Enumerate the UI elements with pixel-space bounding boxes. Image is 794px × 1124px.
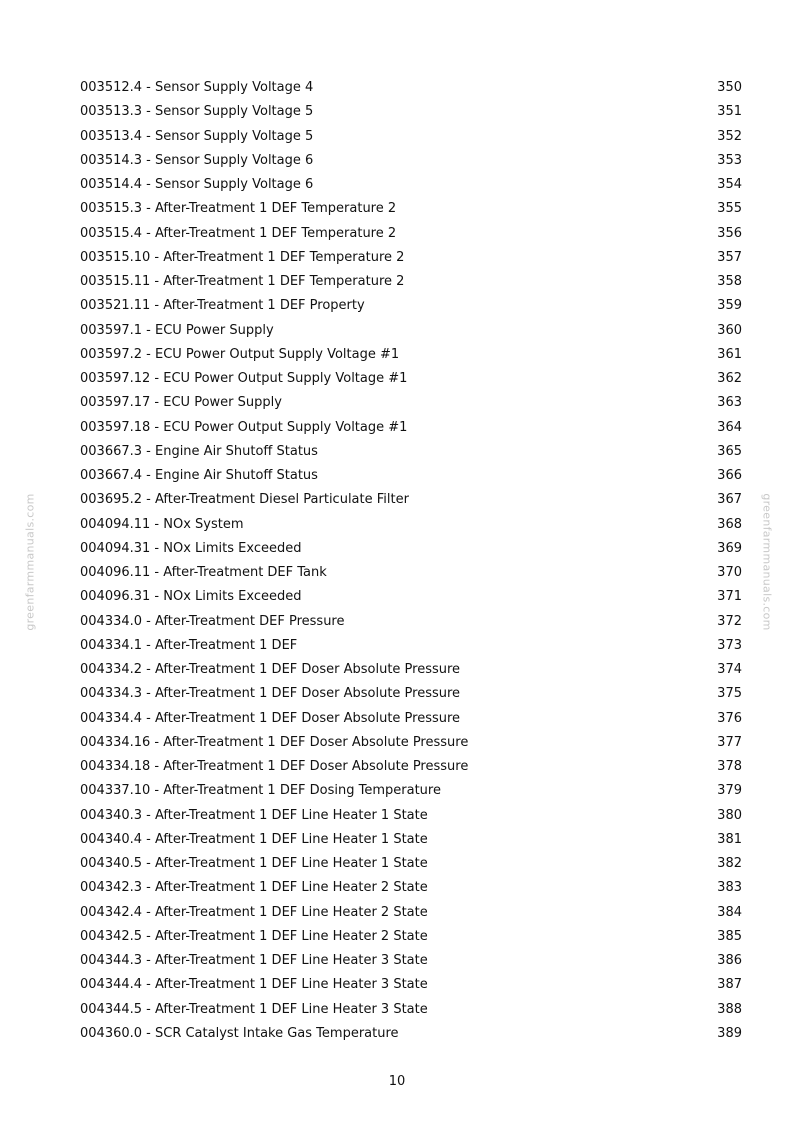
toc-entry-title: 003597.2 - ECU Power Output Supply Voltage #1 (80, 346, 400, 362)
page-number: 10 (388, 1074, 406, 1089)
toc-entry-page: 351 (717, 104, 742, 120)
toc-entry[interactable] (80, 440, 742, 464)
toc-entry-title: 004334.1 - After-Treatment 1 DEF (80, 637, 298, 653)
toc-entry-title: 003512.4 - Sensor Supply Voltage 4 (80, 80, 314, 95)
toc-entry-page: 388 (717, 1001, 742, 1017)
toc-entry-title: 004340.4 - After-Treatment 1 DEF Line Heater 1 State (80, 831, 428, 847)
toc-entry-title: 004340.3 - After-Treatment 1 DEF Line Heater 1 State (80, 807, 428, 823)
toc-entry-page: 387 (717, 977, 742, 993)
toc-entry[interactable] (80, 294, 742, 318)
toc-entry-title: 004344.5 - After-Treatment 1 DEF Line Heater 3 State (80, 1001, 428, 1017)
toc-entry-page: 361 (717, 346, 742, 362)
toc-entry-page: 379 (717, 783, 742, 799)
toc-entry-title: 004096.31 - NOx Limits Exceeded (80, 589, 302, 605)
toc-entry-page: 374 (717, 662, 742, 677)
toc-entry-page: 389 (717, 1025, 742, 1041)
toc-entry-title: 004334.0 - After-Treatment DEF Pressure (80, 613, 345, 629)
toc-entry[interactable] (80, 367, 742, 391)
toc-entry-title: 003515.11 - After-Treatment 1 DEF Temperature 2 (80, 274, 405, 289)
toc-entry-title: 004342.4 - After-Treatment 1 DEF Line Heater 2 State (80, 904, 428, 920)
toc-entry-title: 004342.3 - After-Treatment 1 DEF Line Heater 2 State (80, 880, 428, 896)
toc-entry-page: 371 (717, 589, 742, 605)
toc-entry[interactable] (80, 343, 742, 367)
toc-entry-page: 385 (717, 928, 742, 944)
toc-entry-title: 003597.17 - ECU Power Supply (80, 395, 282, 411)
toc-entry[interactable] (80, 173, 742, 197)
toc-entry-page: 358 (717, 274, 742, 289)
toc-entry-page: 382 (717, 856, 742, 871)
toc-entry-page: 370 (717, 565, 742, 580)
toc-entry-page: 350 (717, 80, 742, 95)
toc-entry[interactable] (80, 270, 742, 294)
toc-entry-page: 380 (717, 807, 742, 823)
toc-entry-title: 003521.11 - After-Treatment 1 DEF Property (80, 298, 365, 314)
toc-entry-title: 004096.11 - After-Treatment DEF Tank (80, 565, 327, 580)
toc-entry-title: 003667.4 - Engine Air Shutoff Status (80, 468, 318, 483)
toc-entry-page: 365 (717, 443, 742, 459)
toc-entry-page: 354 (717, 177, 742, 192)
toc-entry[interactable] (80, 319, 742, 343)
toc-entry-page: 383 (717, 880, 742, 896)
toc-entry[interactable] (80, 901, 742, 925)
toc-entry-page: 364 (717, 419, 742, 435)
toc-entry[interactable] (80, 537, 742, 561)
toc-entry[interactable] (80, 391, 742, 415)
toc-entry-page: 373 (717, 637, 742, 653)
toc-entry-page: 353 (717, 152, 742, 168)
toc-entry[interactable] (80, 464, 742, 488)
toc-entry-page: 381 (717, 831, 742, 847)
toc-entry[interactable] (80, 513, 742, 537)
toc-entry-title: 004334.18 - After-Treatment 1 DEF Doser Absolute Pressure (80, 759, 469, 774)
toc-entry-title: 003514.4 - Sensor Supply Voltage 6 (80, 177, 314, 192)
toc-entry-title: 003513.3 - Sensor Supply Voltage 5 (80, 104, 314, 120)
toc-entry-title: 003597.12 - ECU Power Output Supply Voltage #1 (80, 371, 408, 386)
toc-entry-title: 004344.3 - After-Treatment 1 DEF Line Heater 3 State (80, 953, 428, 968)
toc-entry-page: 372 (717, 613, 742, 629)
toc-entry-page: 386 (717, 953, 742, 968)
watermark-left: greenfarmmanuals.com (23, 493, 37, 631)
toc-entry[interactable] (80, 125, 742, 149)
toc-entry-page: 366 (717, 468, 742, 483)
toc-entry[interactable] (80, 76, 742, 100)
toc-entry-page: 378 (717, 759, 742, 774)
toc-entry-title: 004340.5 - After-Treatment 1 DEF Line Heater 1 State (80, 856, 428, 871)
toc-entry-title: 004334.3 - After-Treatment 1 DEF Doser Absolute Pressure (80, 686, 461, 702)
toc-entry[interactable] (80, 804, 742, 828)
toc-entry-page: 357 (717, 249, 742, 265)
toc-entry-title: 003514.3 - Sensor Supply Voltage 6 (80, 152, 314, 168)
toc-entry[interactable] (80, 488, 742, 512)
toc-entry[interactable] (80, 246, 742, 270)
toc-entry-title: 004342.5 - After-Treatment 1 DEF Line Heater 2 State (80, 928, 428, 944)
toc-entry-title: 003597.1 - ECU Power Supply (80, 322, 274, 338)
toc-entry-title: 003597.18 - ECU Power Output Supply Voltage #1 (80, 419, 408, 435)
toc-entry-title: 004334.4 - After-Treatment 1 DEF Doser Absolute Pressure (80, 710, 461, 726)
toc-entry[interactable] (80, 973, 742, 997)
toc-entry-page: 384 (717, 904, 742, 920)
watermark-right: greenfarmmanuals.com (760, 493, 774, 631)
toc-entry[interactable] (80, 416, 742, 440)
toc-entry[interactable] (80, 634, 742, 658)
toc-entry-title: 003515.4 - After-Treatment 1 DEF Temperature 2 (80, 225, 397, 241)
toc-entry[interactable] (80, 949, 742, 973)
toc-entry-title: 004360.0 - SCR Catalyst Intake Gas Temperature (80, 1025, 399, 1041)
toc-entry-title: 004334.2 - After-Treatment 1 DEF Doser Absolute Pressure (80, 662, 461, 677)
toc-entry[interactable] (80, 658, 742, 682)
toc-entry-title: 003513.4 - Sensor Supply Voltage 5 (80, 128, 314, 144)
toc-entry-title: 003695.2 - After-Treatment Diesel Particulate Filter (80, 492, 409, 508)
toc-entry[interactable] (80, 925, 742, 949)
toc-entry-page: 360 (717, 322, 742, 338)
toc-entry-page: 375 (717, 686, 742, 702)
toc-entry[interactable] (80, 222, 742, 246)
toc-entry-page: 352 (717, 128, 742, 144)
toc-entry[interactable] (80, 1022, 742, 1046)
toc-entry[interactable] (80, 610, 742, 634)
toc-entry-title: 004344.4 - After-Treatment 1 DEF Line Heater 3 State (80, 977, 428, 993)
toc-entry-page: 376 (717, 710, 742, 726)
toc-entry-title: 003515.10 - After-Treatment 1 DEF Temperature 2 (80, 249, 405, 265)
toc-entry[interactable] (80, 707, 742, 731)
toc-entry-title: 004094.11 - NOx System (80, 516, 244, 532)
toc-entry-page: 356 (717, 225, 742, 241)
toc-entry[interactable] (80, 197, 742, 221)
toc-entry[interactable] (80, 731, 742, 755)
toc-entry[interactable] (80, 876, 742, 900)
toc-entry-page: 355 (717, 201, 742, 217)
toc-entry[interactable] (80, 828, 742, 852)
toc-entry-page: 367 (717, 492, 742, 508)
toc-entry[interactable] (80, 852, 742, 876)
toc-entry[interactable] (80, 149, 742, 173)
toc-entry-page: 359 (717, 298, 742, 314)
toc-entry[interactable] (80, 100, 742, 124)
toc-entry-page: 369 (717, 540, 742, 556)
toc-entry-title: 004334.16 - After-Treatment 1 DEF Doser Absolute Pressure (80, 734, 469, 750)
toc-entry-title: 004094.31 - NOx Limits Exceeded (80, 540, 302, 556)
toc-entry-title: 004337.10 - After-Treatment 1 DEF Dosing Temperature (80, 783, 441, 799)
toc-entry-page: 368 (717, 516, 742, 532)
toc-entry-page: 363 (717, 395, 742, 411)
toc-entry[interactable] (80, 779, 742, 803)
toc-entry-page: 362 (717, 371, 742, 386)
toc-entry[interactable] (80, 561, 742, 585)
toc-entry[interactable] (80, 998, 742, 1022)
toc-entry-title: 003515.3 - After-Treatment 1 DEF Temperature 2 (80, 201, 397, 217)
toc-entry[interactable] (80, 682, 742, 706)
table-of-contents (80, 76, 742, 1046)
toc-entry-title: 003667.3 - Engine Air Shutoff Status (80, 443, 318, 459)
toc-entry[interactable] (80, 585, 742, 609)
toc-entry[interactable] (80, 755, 742, 779)
toc-entry-page: 377 (717, 734, 742, 750)
